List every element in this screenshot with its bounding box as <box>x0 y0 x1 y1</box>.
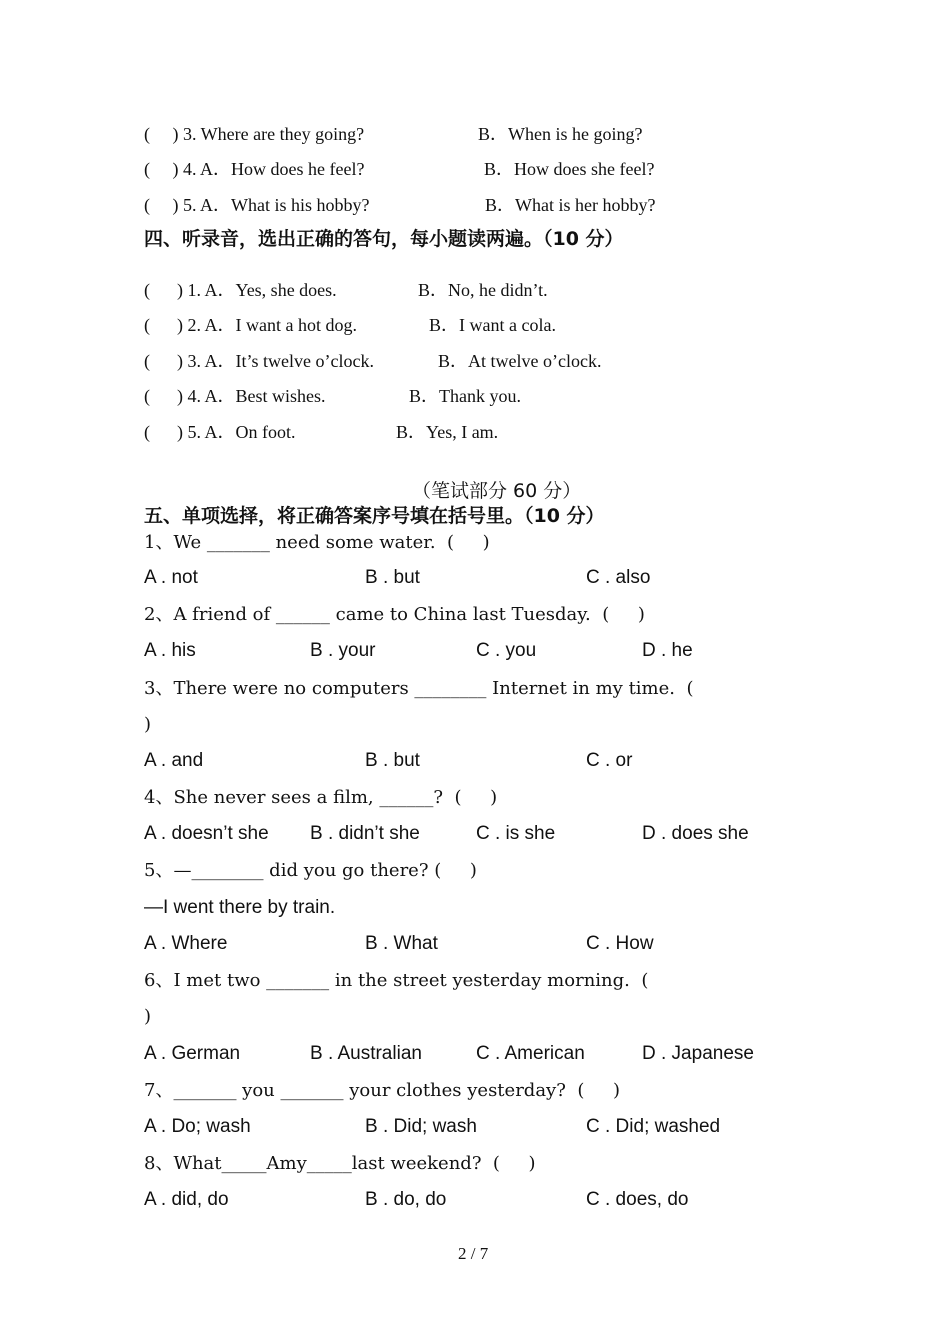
s5-q2-option-c: C . you <box>476 640 537 661</box>
s5-question-5: 5、—________ did you go there? ( ) <box>144 860 477 881</box>
s5-q5-option-b: B . What <box>365 933 438 954</box>
s3-item-3-question: ( ) 3. Where are they going? <box>144 124 365 144</box>
s5-question-6-continued: ) <box>144 1006 152 1027</box>
s4-item-2-question: ( ) 2. A．I want a hot dog. <box>144 315 357 335</box>
s5-q3-option-b: B . but <box>365 750 420 771</box>
s3-item-4-question: ( ) 4. A．How does he feel? <box>144 159 365 179</box>
s5-q7-option-a: A . Do; wash <box>144 1116 251 1137</box>
s5-q5-option-a: A . Where <box>144 933 228 954</box>
s5-q4-option-d: D . does she <box>642 823 749 844</box>
s5-q5-option-c: C . How <box>586 933 654 954</box>
s5-question-6: 6、I met two _______ in the street yesterday morning. ( <box>144 970 649 991</box>
s5-q8-option-a: A . did, do <box>144 1189 229 1210</box>
s5-q6-option-d: D . Japanese <box>642 1043 754 1064</box>
s5-question-2: 2、A friend of ______ came to China last Tuesday. ( ) <box>144 604 645 625</box>
s4-item-4-question: ( ) 4. A．Best wishes. <box>144 386 326 406</box>
s4-item-3-question: ( ) 3. A．It’s twelve o’clock. <box>144 351 374 371</box>
s5-question-4: 4、She never sees a film, ______? ( ) <box>144 787 498 808</box>
page-number: 2 / 7 <box>458 1244 489 1263</box>
s3-item-5-question: ( ) 5. A．What is his hobby? <box>144 195 370 215</box>
s5-q7-option-b: B . Did; wash <box>365 1116 477 1137</box>
s5-q4-option-c: C . is she <box>476 823 556 844</box>
s5-question-3-continued: ) <box>144 714 152 735</box>
s5-q4-option-b: B . didn’t she <box>310 823 420 844</box>
s5-q5-answer-line: —I went there by train. <box>144 897 336 918</box>
s5-q2-option-a: A . his <box>144 640 196 661</box>
s4-item-4-option-b: B．Thank you. <box>409 386 521 406</box>
s5-q6-option-a: A . German <box>144 1043 241 1064</box>
s3-item-3-option-b: B．When is he going? <box>478 124 643 144</box>
s3-item-4-option-b: B．How does she feel? <box>484 159 655 179</box>
s5-q1-option-b: B . but <box>365 567 420 588</box>
s4-item-1-option-b: B．No, he didn’t. <box>418 280 548 300</box>
s5-q4-option-a: A . doesn’t she <box>144 823 269 844</box>
s5-q3-option-c: C . or <box>586 750 633 771</box>
s5-q1-option-c: C . also <box>586 567 651 588</box>
s5-q8-option-c: C . does, do <box>586 1189 689 1210</box>
s4-item-1-question: ( ) 1. A．Yes, she does. <box>144 280 337 300</box>
s4-item-5-question: ( ) 5. A．On foot. <box>144 422 296 442</box>
written-part-title: （笔试部分 60 分） <box>412 480 582 502</box>
s5-q2-option-d: D . he <box>642 640 693 661</box>
s5-q8-option-b: B . do, do <box>365 1189 447 1210</box>
s5-q6-option-b: B . Australian <box>310 1043 422 1064</box>
s5-q2-option-b: B . your <box>310 640 376 661</box>
s5-q7-option-c: C . Did; washed <box>586 1116 721 1137</box>
s5-question-3: 3、There were no computers ________ Internet in my time. ( <box>144 678 694 699</box>
s5-question-1: 1、We _______ need some water. ( ) <box>144 532 490 553</box>
s5-question-7: 7、_______ you _______ your clothes yesterday? ( ) <box>144 1080 620 1101</box>
s5-question-8: 8、What_____Amy_____last weekend? ( ) <box>144 1153 536 1174</box>
s3-item-5-option-b: B．What is her hobby? <box>485 195 656 215</box>
section5-title: 五、单项选择，将正确答案序号填在括号里。（10 分） <box>144 505 605 527</box>
s4-item-3-option-b: B．At twelve o’clock. <box>438 351 602 371</box>
s4-item-2-option-b: B．I want a cola. <box>429 315 556 335</box>
s5-q6-option-c: C . American <box>476 1043 585 1064</box>
s5-q3-option-a: A . and <box>144 750 204 771</box>
s5-q1-option-a: A . not <box>144 567 198 588</box>
s4-item-5-option-b: B．Yes, I am. <box>396 422 499 442</box>
section4-title: 四、听录音，选出正确的答句，每小题读两遍。（10 分） <box>144 228 624 250</box>
